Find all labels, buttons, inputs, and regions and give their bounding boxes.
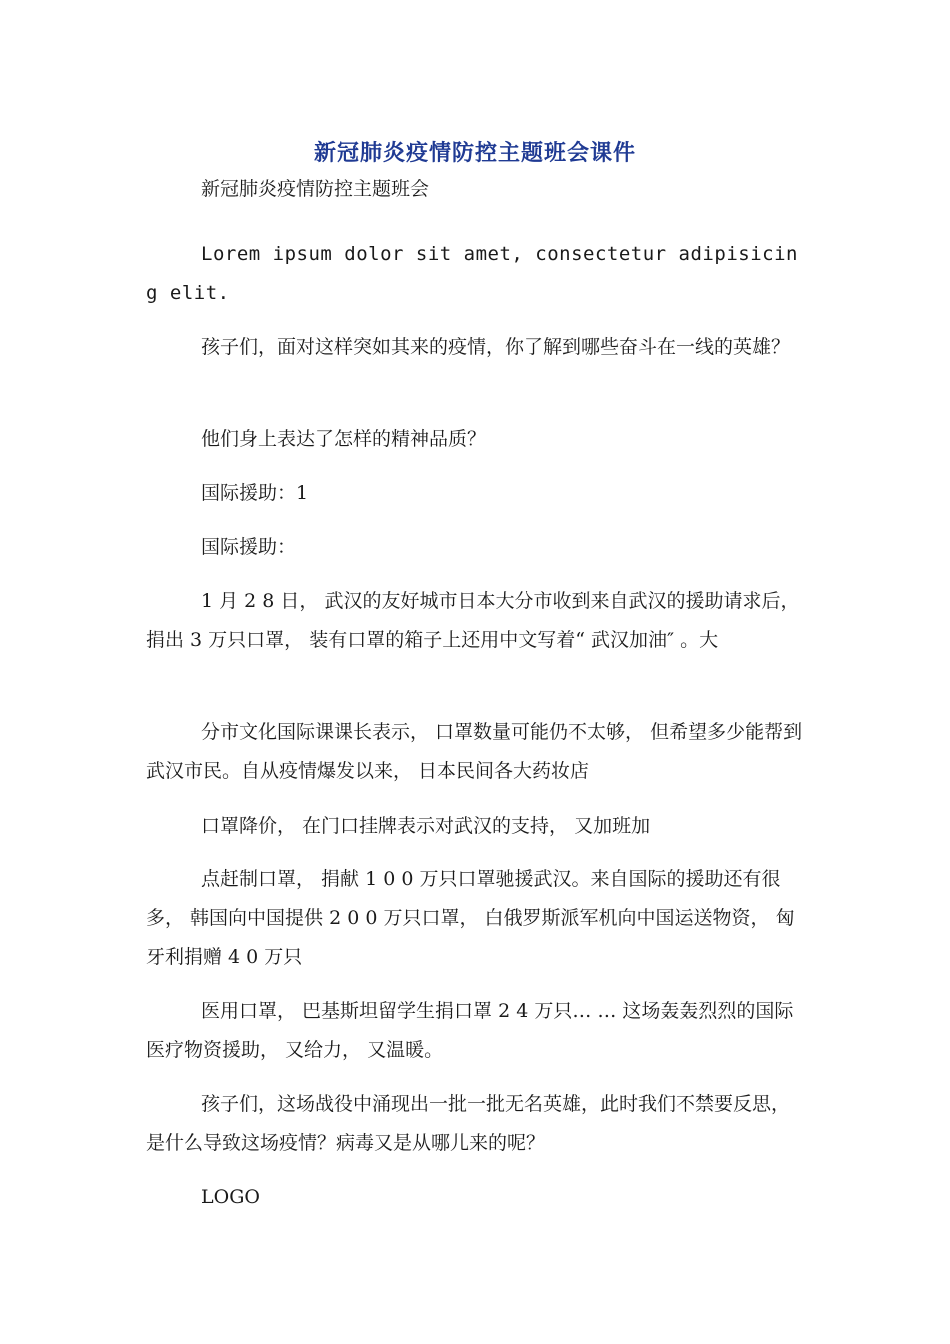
paragraph-oita-statement: 分市文化国际课课长表示， 口罩数量可能仍不太够， 但希望多少能帮到武汉市民。自从疫情爆发以来， 日本民间各大药妆店 (146, 721, 803, 782)
paragraph-spirit-question: 他们身上表达了怎样的精神品质？ (201, 428, 487, 450)
paragraph-reflection: 孩子们，这场战役中涌现出一批一批无名英雄，此时我们不禁要反思，是什么导致这场疫情？病毒又是从哪儿来的呢？ (146, 1093, 791, 1154)
paragraph-oita-donation: 1 月 2 8 日， 武汉的友好城市日本大分市收到来自武汉的援助请求后， 捐出 3 万只口罩， 装有口罩的箱子上还用中文写着“ 武汉加油″ 。大 (146, 590, 800, 651)
paragraph-lorem: Lorem ipsum dolor sit amet, consectetur adipisicing elit. (146, 243, 798, 304)
paragraph-logo: LOGO (201, 1186, 260, 1208)
paragraph-intl-aid-1: 国际援助：1 (201, 482, 309, 504)
paragraph-intl-aid-heading: 国际援助： (201, 536, 297, 558)
paragraph-heroes-question: 孩子们，面对这样突如其来的疫情，你了解到哪些奋斗在一线的英雄？ (201, 336, 791, 358)
paragraph-intl-donations: 点赶制口罩， 捐献 1 0 0 万只口罩驰援武汉。来自国际的援助还有很多， 韩国向中国提供 2 0 0 万只口罩， 白俄罗斯派军机向中国运送物资， 匈牙利捐赠 4 0 万只 (146, 868, 795, 968)
paragraph-subtitle: 新冠肺炎疫情防控主题班会 (201, 178, 430, 200)
document-title: 新冠肺炎疫情防控主题班会课件 (313, 141, 636, 166)
paragraph-price-cut: 口罩降价， 在门口挂牌表示对武汉的支持， 又加班加 (201, 815, 651, 837)
paragraph-medical-masks: 医用口罩， 巴基斯坦留学生捐口罩 2 4 万只… … 这场轰轰烈烈的国际医疗物资援助， 又给力， 又温暖。 (146, 1000, 794, 1061)
